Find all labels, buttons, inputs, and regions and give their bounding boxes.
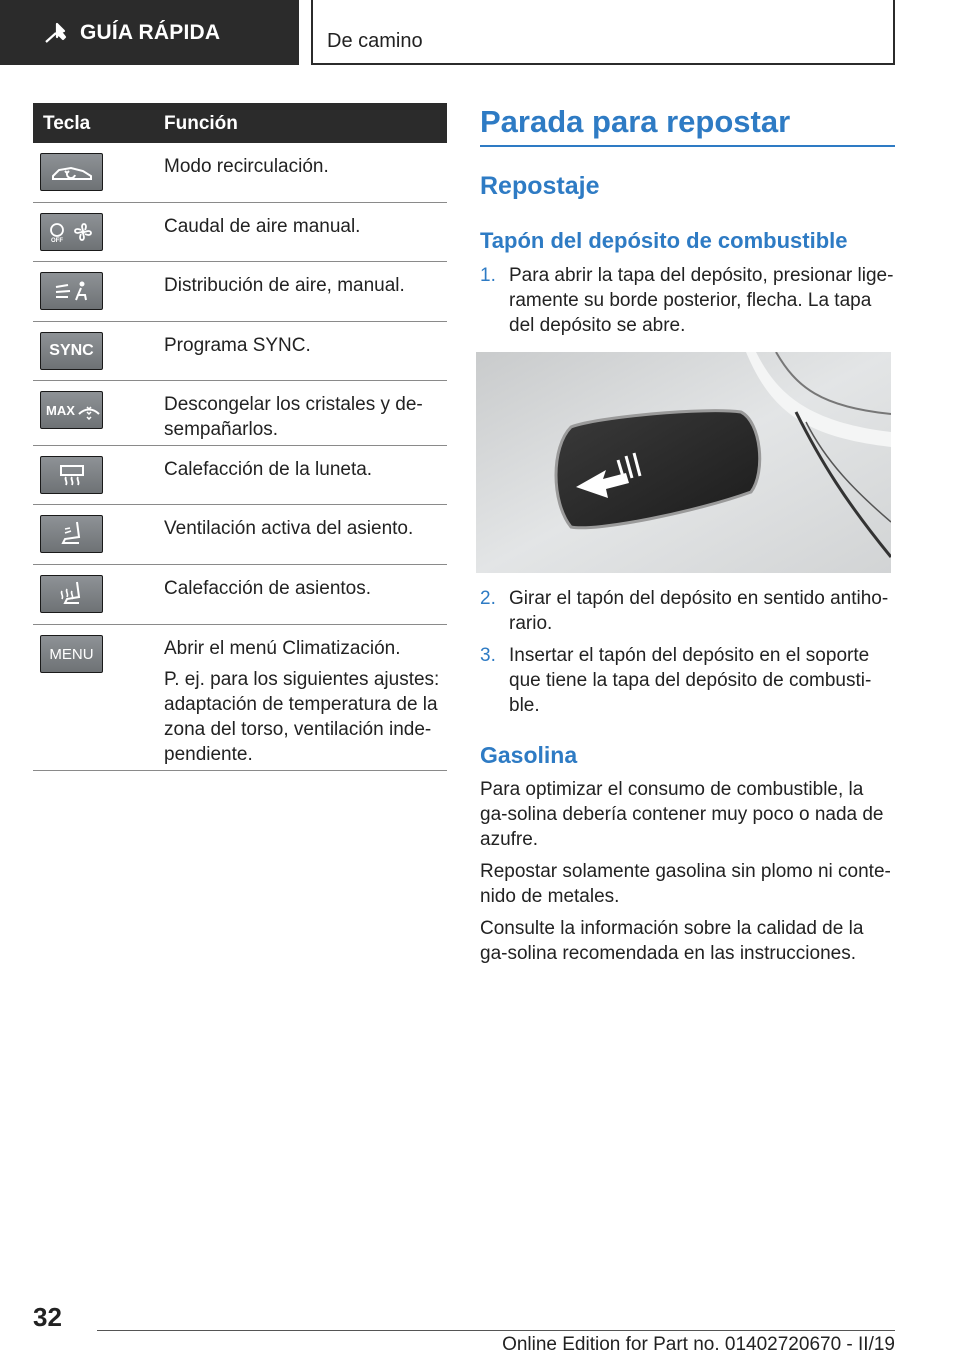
step-text: Para abrir la tapa del depósito, presionar lige-ramente su borde posterior, flecha. La tapa del depósito se abre. — [509, 265, 894, 336]
row-function — [164, 636, 444, 773]
seat-heating-icon — [57, 579, 87, 609]
max-defrost-button-key — [40, 391, 103, 429]
header-section-label: De camino — [327, 30, 423, 52]
title-rule — [480, 145, 895, 147]
step-number: 2. — [480, 588, 496, 609]
seat-ventilation-button-key — [40, 515, 103, 553]
footer-rule — [97, 1330, 895, 1331]
seat-ventilation-icon — [57, 519, 87, 549]
row-function: Caudal de aire manual. — [164, 216, 361, 237]
gasoline-title: Gasolina — [480, 742, 578, 768]
row-function: Calefacción de la luneta. — [164, 459, 373, 480]
row-function: Modo recirculación. — [164, 156, 329, 177]
table-row — [33, 446, 447, 505]
table-header-key: Tecla — [43, 113, 91, 134]
row-function: Programa SYNC. — [164, 335, 311, 356]
paragraph: Consulte la información sobre la calidad de la ga-solina recomendada en las instrucciones. — [480, 918, 864, 964]
row-function-main: Abrir el menú Climatización. — [164, 638, 401, 659]
menu-button-key: MENU — [40, 635, 103, 673]
row-function: Descongelar los cristales y de-sempañarlos. — [164, 394, 423, 440]
fuel-flap-photo — [476, 352, 891, 573]
step-item — [480, 586, 895, 636]
defrost-windshield-icon — [77, 400, 101, 420]
paragraph: Repostar solamente gasolina sin plomo ni conte-nido de metales. — [480, 861, 891, 907]
row-function: Ventilación activa del asiento. — [164, 518, 414, 539]
page-number: 32 — [33, 1302, 62, 1332]
section-title: Repostaje — [480, 172, 600, 200]
table-row — [33, 203, 447, 262]
svg-text:OFF: OFF — [50, 238, 63, 244]
header-badge-label: GUÍA RÁPIDA — [80, 20, 221, 44]
step-text: Insertar el tapón del depósito en el soporte que tiene la tapa del depósito de combusti-ble. — [509, 645, 872, 716]
seat-heating-button-key — [40, 575, 103, 613]
quick-guide-icon — [42, 20, 68, 46]
step-item — [480, 643, 895, 718]
recirculation-icon — [49, 161, 95, 183]
max-key-label: MAX — [46, 402, 75, 418]
key-function-table — [33, 103, 447, 771]
table-row — [33, 565, 447, 625]
rear-window-heat-button-key — [40, 456, 103, 494]
table-row — [33, 505, 447, 565]
header-badge — [0, 0, 299, 65]
air-distribution-button-key — [40, 272, 103, 310]
table-row — [33, 625, 447, 771]
step-item — [480, 263, 895, 338]
header-section-box — [311, 0, 895, 65]
table-row — [33, 381, 447, 446]
air-distribution-icon — [52, 279, 92, 303]
row-function: Distribución de aire, manual. — [164, 275, 405, 296]
table-row — [33, 322, 447, 381]
step-number: 3. — [480, 645, 496, 666]
footer-edition: Online Edition for Part no. 01402720670 - II/19 — [502, 1334, 895, 1355]
step-text: Girar el tapón del depósito en sentido antiho-rario. — [509, 588, 889, 634]
sync-button-key: SYNC — [40, 332, 103, 370]
table-row — [33, 143, 447, 203]
recirculation-button-key — [40, 153, 103, 191]
rear-window-heat-icon — [58, 463, 86, 487]
table-header — [33, 103, 447, 143]
row-function: Calefacción de asientos. — [164, 578, 372, 599]
fan-off-icon — [45, 220, 99, 244]
step-number: 1. — [480, 265, 496, 286]
row-function-extra: P. ej. para los siguientes ajustes: adaptación de temperatura de la zona del torso, ventilación inde-pendiente. — [164, 669, 440, 765]
paragraph: Para optimizar el consumo de combustible, la ga-solina debería contener muy poco o nada de azufre. — [480, 779, 884, 850]
page-title: Parada para repostar — [480, 104, 791, 139]
subsection-title: Tapón del depósito de combustible — [480, 228, 848, 253]
fan-button-key — [40, 213, 103, 251]
table-row — [33, 262, 447, 322]
table-header-function: Función — [164, 113, 238, 134]
